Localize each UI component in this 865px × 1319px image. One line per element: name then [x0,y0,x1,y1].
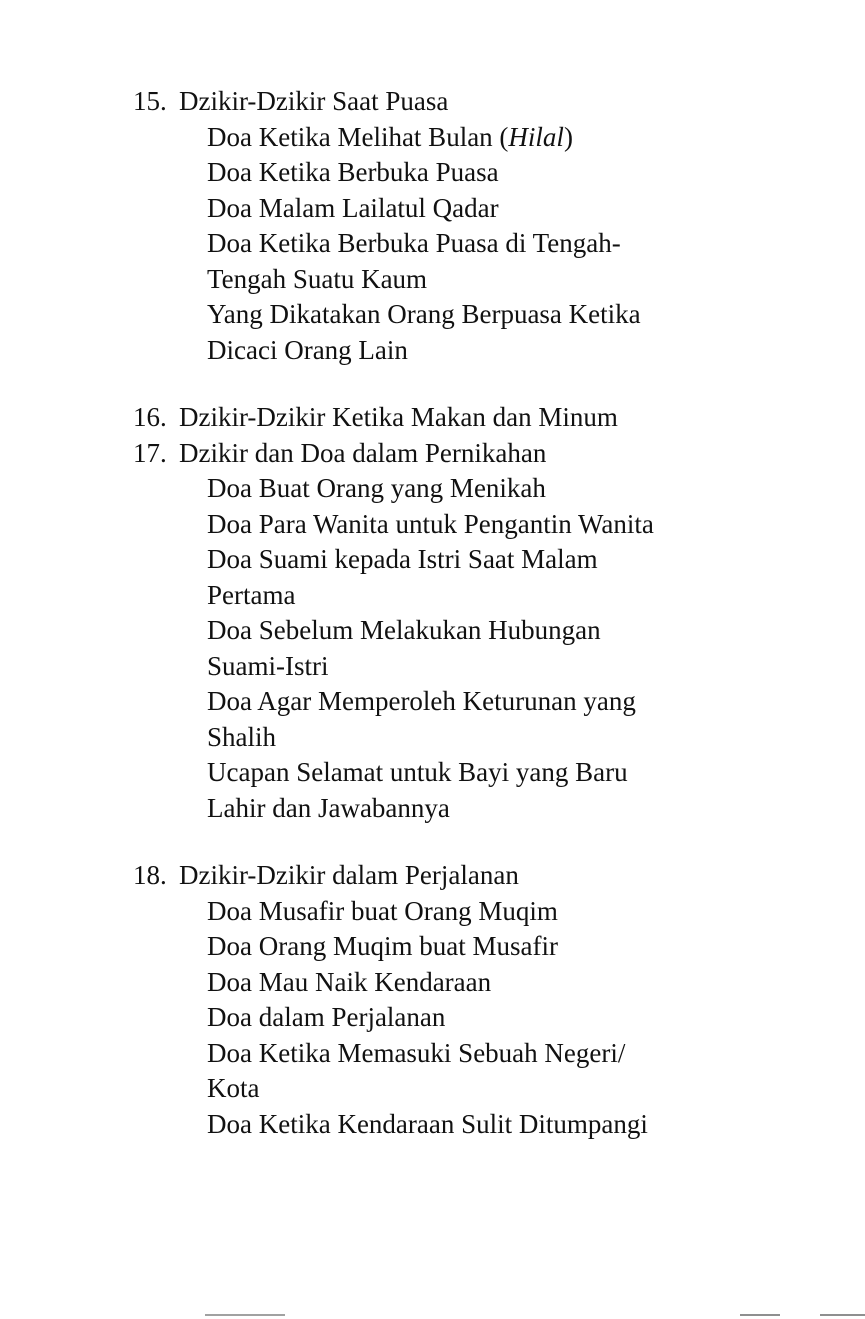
toc-entry: Doa Orang Muqim buat Musafir [207,931,558,961]
toc-entry: Kota [207,1073,260,1103]
toc-entry: Doa Ketika Berbuka Puasa [207,157,499,187]
toc-entry: Pertama [207,579,296,610]
toc-entry: Doa Musafir buat Orang Muqim [207,895,558,926]
scan-artifact [740,1314,780,1316]
section-heading [133,400,833,436]
toc-entry [133,120,833,156]
section-heading [133,858,833,894]
toc-entry: Doa dalam Perjalanan [207,1002,446,1032]
section-title: Dzikir-Dzikir dalam Perjalanan [179,860,519,890]
toc-entry: Doa Agar Memperoleh Keturunan yang [207,686,636,716]
section-number: 16. [133,402,167,432]
toc-entry: Doa Ketika Kendaraan Sulit Ditumpangi [207,1108,648,1139]
toc-entry: Doa Para Wanita untuk Pengantin Wanita [207,508,654,539]
section-title: Dzikir-Dzikir Saat Puasa [179,86,449,116]
toc-entry: Doa Mau Naik Kendaraan [207,966,492,997]
section-title: Dzikir-Dzikir Ketika Makan dan Minum [179,402,618,432]
section-number: 15. [133,86,167,116]
toc-entry: Doa Suami kepada Istri Saat Malam [207,544,598,574]
toc-entry: Suami-Istri [207,650,329,681]
toc-entry: Doa Sebelum Melakukan Hubungan [207,615,601,645]
toc-entry: Dicaci Orang Lain [207,334,408,365]
toc-entry: Shalih [207,721,277,752]
toc-entry: Doa Buat Orang yang Menikah [207,473,546,503]
section-number: 17. [133,437,167,468]
toc-entry: Ucapan Selamat untuk Bayi yang Baru [207,757,628,787]
toc-entry: Tengah Suatu Kaum [207,263,428,294]
section-heading [133,84,833,120]
toc-section-16 [133,400,833,436]
scan-artifact [205,1314,285,1316]
toc-section-18 [133,858,833,1142]
entry-text: Doa Ketika Melihat Bulan ( [207,121,509,152]
toc-entry: Lahir dan Jawabannya [207,792,450,823]
toc-entry: Doa Malam Lailatul Qadar [207,192,499,223]
table-of-contents [133,84,833,1174]
section-number: 18. [133,860,167,890]
toc-entry: Doa Ketika Berbuka Puasa di Tengah- [207,228,621,258]
scan-artifact [820,1314,865,1316]
section-title: Dzikir dan Doa dalam Pernikahan [179,437,547,468]
entry-text-end: ) [563,121,573,152]
toc-section-17 [133,436,833,827]
entry-italic-text: Hilal [508,121,564,152]
section-heading [133,436,833,472]
toc-entry: Doa Ketika Memasuki Sebuah Negeri/ [207,1037,626,1068]
toc-entry: Yang Dikatakan Orang Berpuasa Ketika [207,299,641,329]
toc-section-15 [133,84,833,368]
